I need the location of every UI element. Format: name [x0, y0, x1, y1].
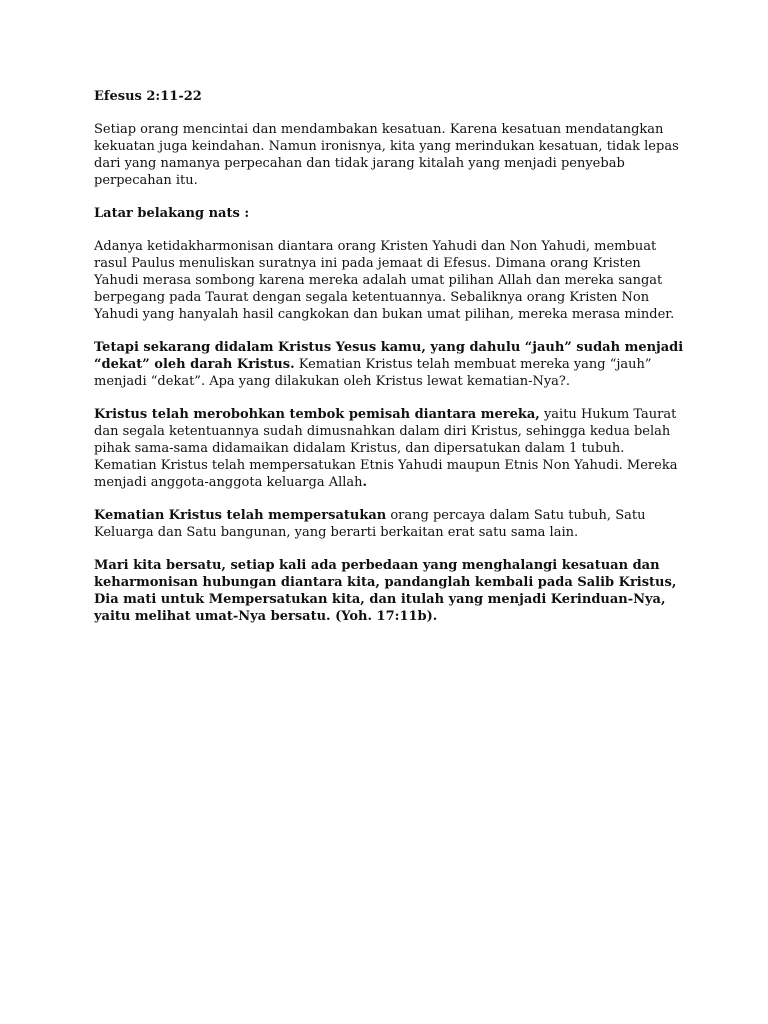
paragraph-far-near-text: Kematian Kristus telah membuat mereka yang “jauh” menjadi “dekat”. Apa yang dilakukan oleh Kristus lewat kematian-Nya?. [94, 357, 652, 389]
paragraph-far-near-bold: Tetapi sekarang didalam Kristus Yesus kamu, yang dahulu “jauh” sudah menjadi “dekat” oleh darah Kristus. [94, 340, 684, 372]
background-paragraph: Adanya ketidakharmonisan diantara orang Kristen Yahudi dan Non Yahudi, membuat rasul Paulus menuliskan suratnya ini pada jemaat di Efesus. Dimana orang Kristen Yahudi merasa sombong karena mereka adalah umat pilihan Allah dan mereka sangat berpegang pada Taurat dengan segala ketentuannya. Sebaliknya orang Kristen Non Yahudi yang hanyalah hasil cangkokan dan bukan umat pilihan, mereka merasa minder. [94, 239, 675, 322]
paragraph-wall-end: . [362, 475, 368, 490]
background-heading: Latar belakang nats : [94, 206, 250, 221]
paragraph-wall-text: yaitu Hukum Taurat dan segala ketentuannya sudah dimusnahkan dalam diri Kristus, sehingga kedua belah pihak sama-sama didamaikan didalam Kristus, dan dipersatukan dalam 1 tubuh. Kematian Kristus telah mempersatukan Etnis Yahudi maupun Etnis Non Yahudi. Mereka menjadi anggota-anggota keluarga Allah [94, 407, 678, 490]
paragraph-unity [94, 507, 684, 541]
paragraph-wall [94, 406, 684, 491]
paragraph-wall-bold: Kristus telah merobohkan tembok pemisah diantara mereka, [94, 407, 540, 422]
intro-paragraph: Setiap orang mencintai dan mendambakan kesatuan. Karena kesatuan mendatangkan kekuatan juga keindahan. Namun ironisnya, kita yang merindukan kesatuan, tidak lepas dari yang namanya perpecahan dan tidak jarang kitalah yang menjadi penyebab perpecahan itu. [94, 122, 679, 188]
paragraph-unity-text: orang percaya dalam Satu tubuh, Satu Keluarga dan Satu bangunan, yang berarti berkaitan erat satu sama lain. [94, 508, 646, 540]
closing-paragraph [94, 557, 684, 625]
paragraph-far-near [94, 339, 684, 390]
closing-paragraph-bold: Mari kita bersatu, setiap kali ada perbedaan yang menghalangi kesatuan dan keharmonisan hubungan diantara kita, pandanglah kembali pada Salib Kristus, Dia mati untuk Mempersatukan kita, dan itulah yang menjadi Kerinduan-Nya, yaitu melihat umat-Nya bersatu. (Yoh. 17:11b). [94, 558, 677, 624]
paragraph-unity-bold: Kematian Kristus telah mempersatukan [94, 508, 387, 523]
document-page [94, 88, 684, 641]
document-title: Efesus 2:11-22 [94, 89, 202, 104]
